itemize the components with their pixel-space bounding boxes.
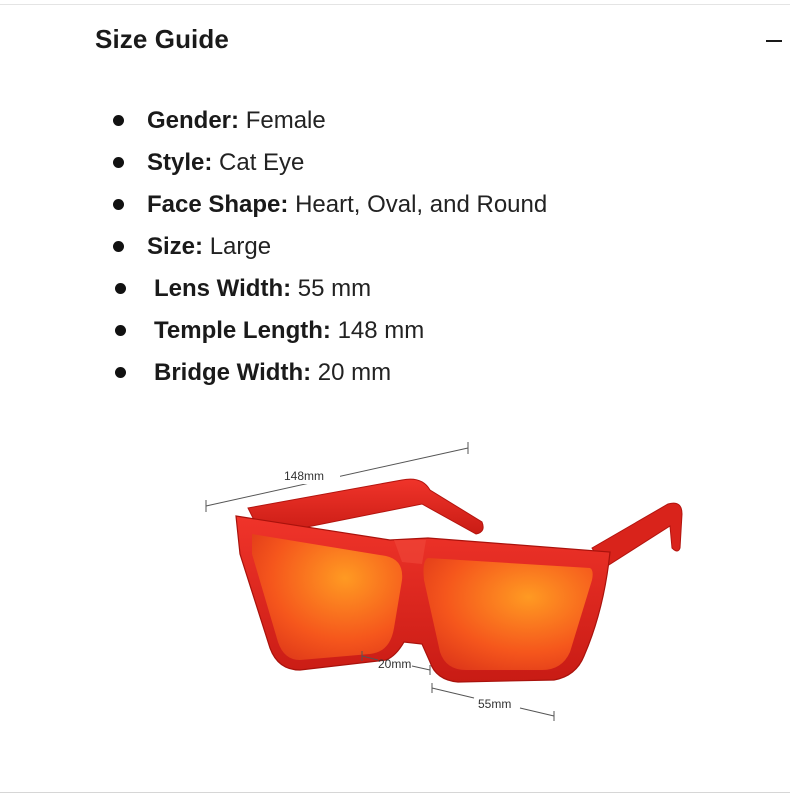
lens-width-label: 55mm — [478, 697, 512, 711]
list-item — [0, 226, 800, 268]
list-item — [0, 184, 800, 226]
spec-text — [147, 142, 304, 184]
bottom-divider — [0, 792, 790, 793]
spec-text — [147, 100, 326, 142]
spec-text — [154, 310, 424, 352]
spec-value: 148 mm — [337, 317, 425, 344]
sunglasses-illustration — [190, 430, 700, 730]
spec-list — [0, 100, 800, 394]
list-item — [0, 142, 800, 184]
bullet-icon — [115, 367, 126, 378]
temple-length-label: 148mm — [284, 469, 325, 483]
spec-value: 20 mm — [317, 359, 392, 386]
list-item — [0, 268, 800, 310]
bullet-icon — [115, 325, 126, 336]
lens-measure-line — [432, 688, 474, 698]
spec-text — [154, 268, 371, 310]
lens-measure-line — [520, 708, 554, 716]
bullet-icon — [113, 157, 124, 168]
collapse-button[interactable] — [756, 20, 792, 60]
spec-label: Temple Length: — [154, 317, 331, 344]
bullet-icon — [113, 115, 124, 126]
right-lens — [424, 558, 593, 670]
spec-text — [147, 226, 271, 268]
spec-value: 55 mm — [297, 275, 372, 302]
bridge-width-label: 20mm — [378, 657, 412, 671]
bridge-measure-line — [412, 666, 430, 670]
list-item — [0, 100, 800, 142]
list-item — [0, 352, 800, 394]
spec-value: Cat Eye — [219, 149, 305, 176]
top-divider — [0, 4, 790, 5]
spec-value: Large — [209, 233, 272, 260]
spec-label: Style: — [147, 149, 213, 176]
bullet-icon — [113, 241, 124, 252]
spec-label: Size: — [147, 233, 204, 260]
spec-label: Bridge Width: — [154, 359, 312, 386]
spec-label: Gender: — [147, 107, 240, 134]
spec-text — [147, 184, 547, 226]
spec-label: Lens Width: — [154, 275, 292, 302]
bullet-icon — [113, 199, 124, 210]
bullet-icon — [115, 283, 126, 294]
spec-value: Female — [245, 107, 326, 134]
spec-label: Face Shape: — [147, 191, 289, 218]
spec-value: Heart, Oval, and Round — [295, 191, 548, 218]
sunglasses-diagram — [190, 430, 700, 730]
page-title: Size Guide — [95, 24, 229, 54]
spec-text — [154, 352, 391, 394]
minus-icon — [766, 40, 782, 42]
accordion-header[interactable] — [0, 14, 800, 66]
list-item — [0, 310, 800, 352]
